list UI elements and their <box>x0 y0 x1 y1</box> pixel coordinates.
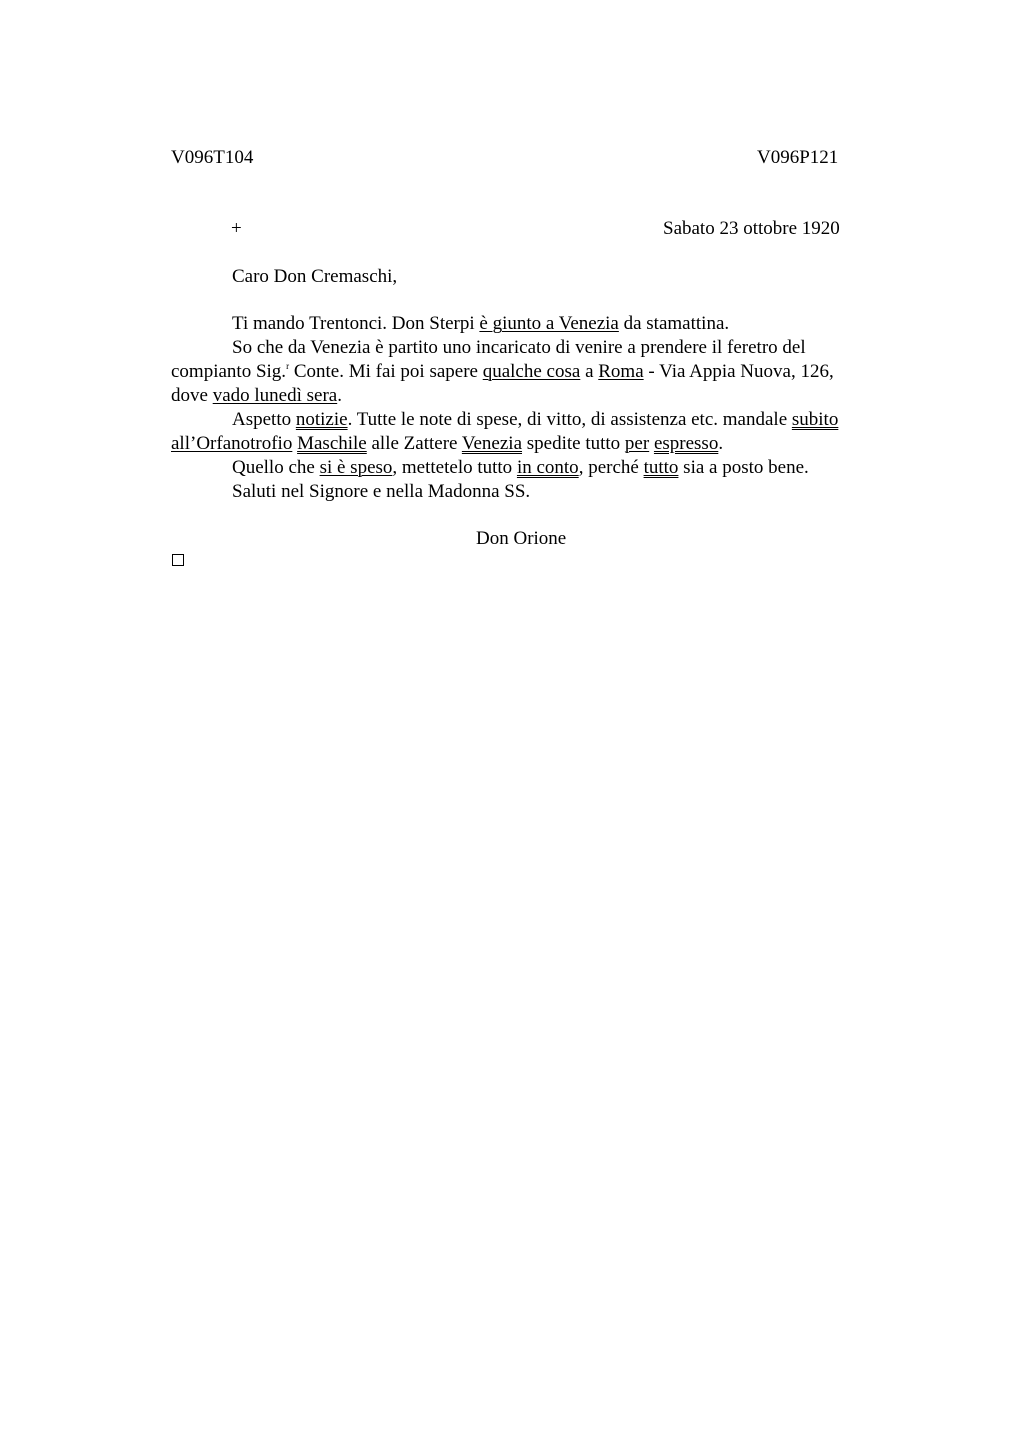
double-underlined-text: tutto <box>643 457 679 478</box>
underlined-text: qualche cosa <box>482 361 581 382</box>
text-run: spedite tutto <box>522 433 625 454</box>
square-box-icon <box>172 554 184 566</box>
letter-body <box>171 312 899 504</box>
superscript: r <box>286 361 290 371</box>
double-underlined-text: in conto <box>516 457 579 478</box>
text-line <box>171 384 899 408</box>
text-run: Conte. Mi fai poi sapere <box>289 361 483 382</box>
text-run: , perché <box>578 457 644 478</box>
underlined-text: per <box>624 433 650 454</box>
cross-mark: + <box>231 218 242 239</box>
signature: Don Orione <box>476 528 567 549</box>
text-run: compianto Sig. <box>171 361 287 382</box>
text-run: - Via Appia Nuova, 126, <box>643 361 834 382</box>
paragraph-4 <box>171 456 899 480</box>
document-code-left: V096T104 <box>171 147 254 168</box>
double-underlined-text: Maschile <box>297 433 367 454</box>
paragraph-1 <box>171 312 899 336</box>
text-run: . <box>337 385 342 406</box>
text-line <box>171 360 899 384</box>
text-run: alle Zattere <box>366 433 462 454</box>
paragraph-3 <box>171 408 899 456</box>
underlined-text: Roma <box>598 361 644 382</box>
underlined-text: è giunto a Venezia <box>479 313 619 334</box>
double-underlined-text: subito <box>791 409 839 430</box>
double-underlined-text: Venezia <box>461 433 523 454</box>
text-run: da stamattina. <box>618 313 730 334</box>
text-run: Quello che <box>232 457 320 478</box>
text-run: sia a posto bene. <box>678 457 809 478</box>
text-run: a <box>580 361 599 382</box>
document-code-right: V096P121 <box>757 147 839 168</box>
underlined-text: si è speso <box>319 457 393 478</box>
salutation: Caro Don Cremaschi, <box>232 266 398 287</box>
text-run: Ti mando Trentonci. Don Sterpi <box>232 313 480 334</box>
underlined-text: vado lunedì sera <box>212 385 338 406</box>
text-line <box>171 432 899 456</box>
letter-date: Sabato 23 ottobre 1920 <box>663 218 840 239</box>
text-line <box>171 408 899 432</box>
paragraph-2 <box>171 336 899 408</box>
text-run: , mettetelo tutto <box>392 457 517 478</box>
text-run: . <box>718 433 724 454</box>
double-underlined-text: espresso <box>653 433 719 454</box>
text-run: Aspetto <box>232 409 296 430</box>
closing-greeting: Saluti nel Signore e nella Madonna SS. <box>232 481 531 502</box>
text-line: So che da Venezia è partito uno incaricato di venire a prendere il feretro del <box>232 337 806 358</box>
underlined-text: all’Orfanotrofio <box>171 433 293 454</box>
text-run: . Tutte le note di spese, di vitto, di assistenza etc. mandale <box>347 409 792 430</box>
text-run: dove <box>171 385 213 406</box>
double-underlined-text: notizie <box>295 409 348 430</box>
